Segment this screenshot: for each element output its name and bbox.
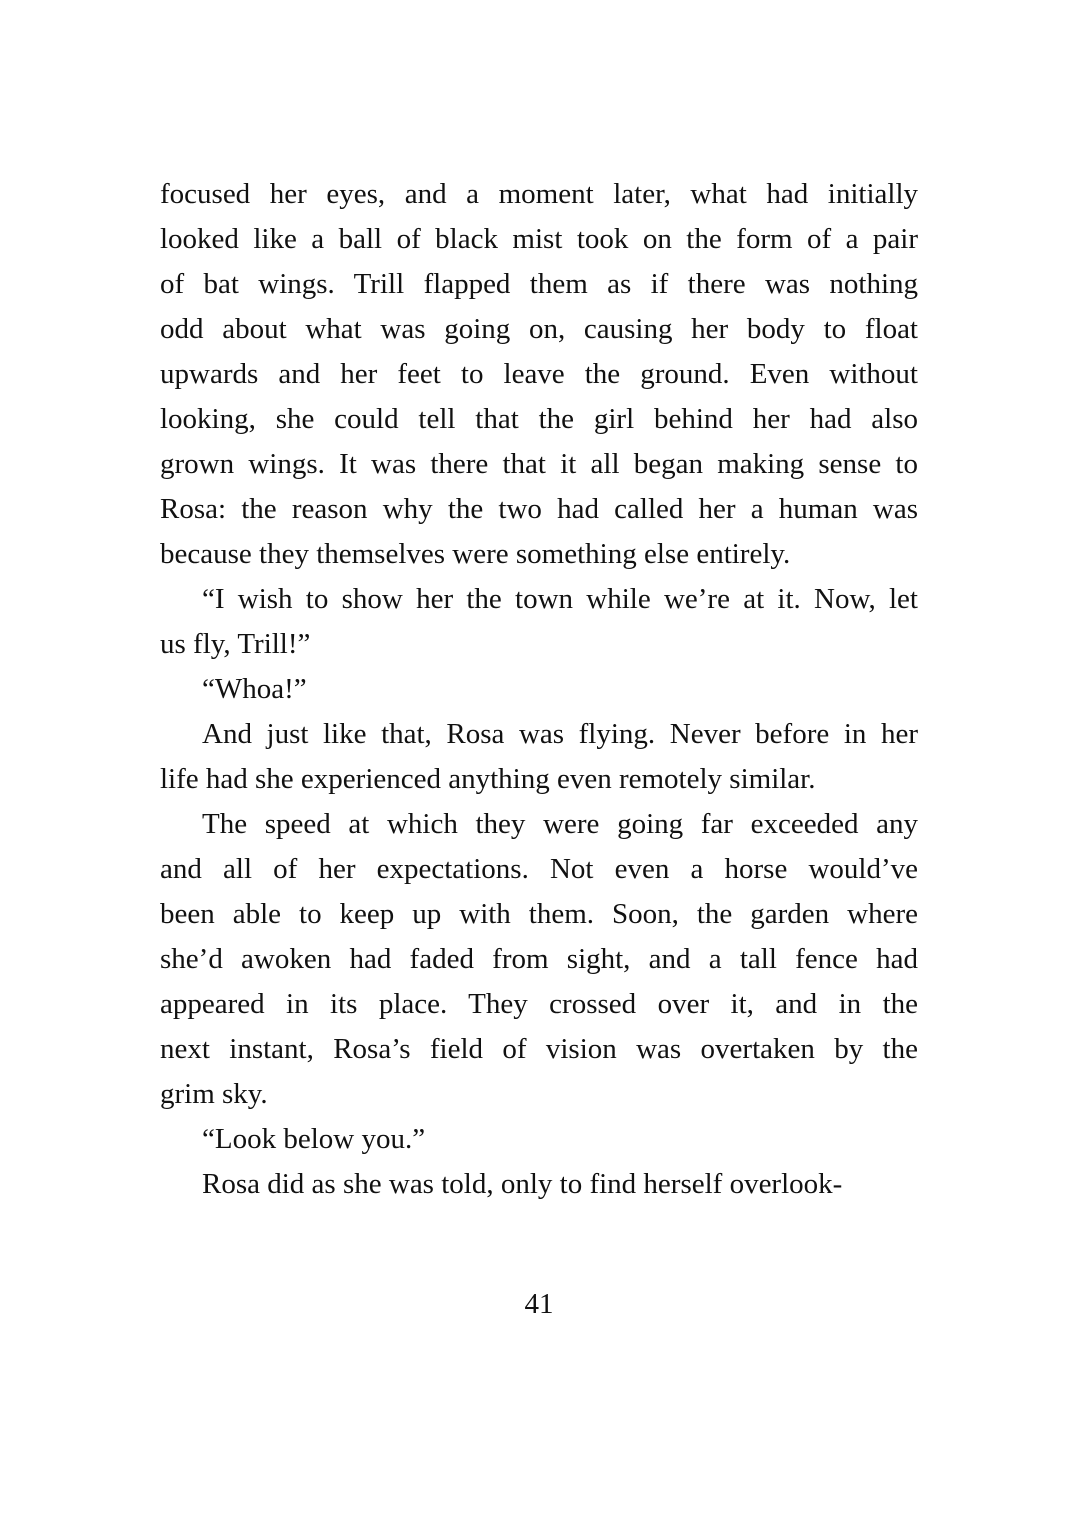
paragraph xyxy=(160,712,918,802)
text-line: focused her eyes, and a moment later, what had initially xyxy=(160,178,918,210)
text-line: us fly, Trill!” xyxy=(160,628,311,660)
text-block xyxy=(160,172,918,1207)
text-line: she’d awoken had faded from sight, and a tall fence had xyxy=(160,943,918,975)
text-line: and all of her expectations. Not even a horse would’ve xyxy=(160,853,918,885)
text-line: grown wings. It was there that it all began making sense to xyxy=(160,448,918,480)
text-line: Rosa: the reason why the two had called her a human was xyxy=(160,493,918,525)
text-line: looked like a ball of black mist took on the form of a pair xyxy=(160,223,918,255)
text-line: next instant, Rosa’s field of vision was overtaken by the xyxy=(160,1033,918,1065)
text-line: looking, she could tell that the girl behind her had also xyxy=(160,403,918,435)
text-line: “Whoa!” xyxy=(202,673,307,705)
text-line: “I wish to show her the town while we’re at it. Now, let xyxy=(202,583,918,615)
paragraph xyxy=(160,802,918,1117)
paragraph xyxy=(160,577,918,667)
text-line: upwards and her feet to leave the ground. Even without xyxy=(160,358,918,390)
text-line: And just like that, Rosa was flying. Never before in her xyxy=(202,718,918,750)
text-line: of bat wings. Trill flapped them as if there was nothing xyxy=(160,268,918,300)
paragraph xyxy=(160,172,918,577)
paragraph xyxy=(160,667,918,712)
paragraph xyxy=(160,1162,918,1207)
text-line: The speed at which they were going far exceeded any xyxy=(202,808,918,840)
text-line: because they themselves were something else entirely. xyxy=(160,538,791,570)
paragraph xyxy=(160,1117,918,1162)
text-line: appeared in its place. They crossed over it, and in the xyxy=(160,988,918,1020)
text-line: grim sky. xyxy=(160,1078,268,1110)
text-line: been able to keep up with them. Soon, the garden where xyxy=(160,898,918,930)
page-number: 41 xyxy=(524,1288,554,1320)
text-line: life had she experienced anything even remotely similar. xyxy=(160,763,816,795)
text-line: Rosa did as she was told, only to find herself overlook- xyxy=(202,1168,843,1200)
text-line: “Look below you.” xyxy=(202,1123,426,1155)
text-line: odd about what was going on, causing her body to float xyxy=(160,313,918,345)
